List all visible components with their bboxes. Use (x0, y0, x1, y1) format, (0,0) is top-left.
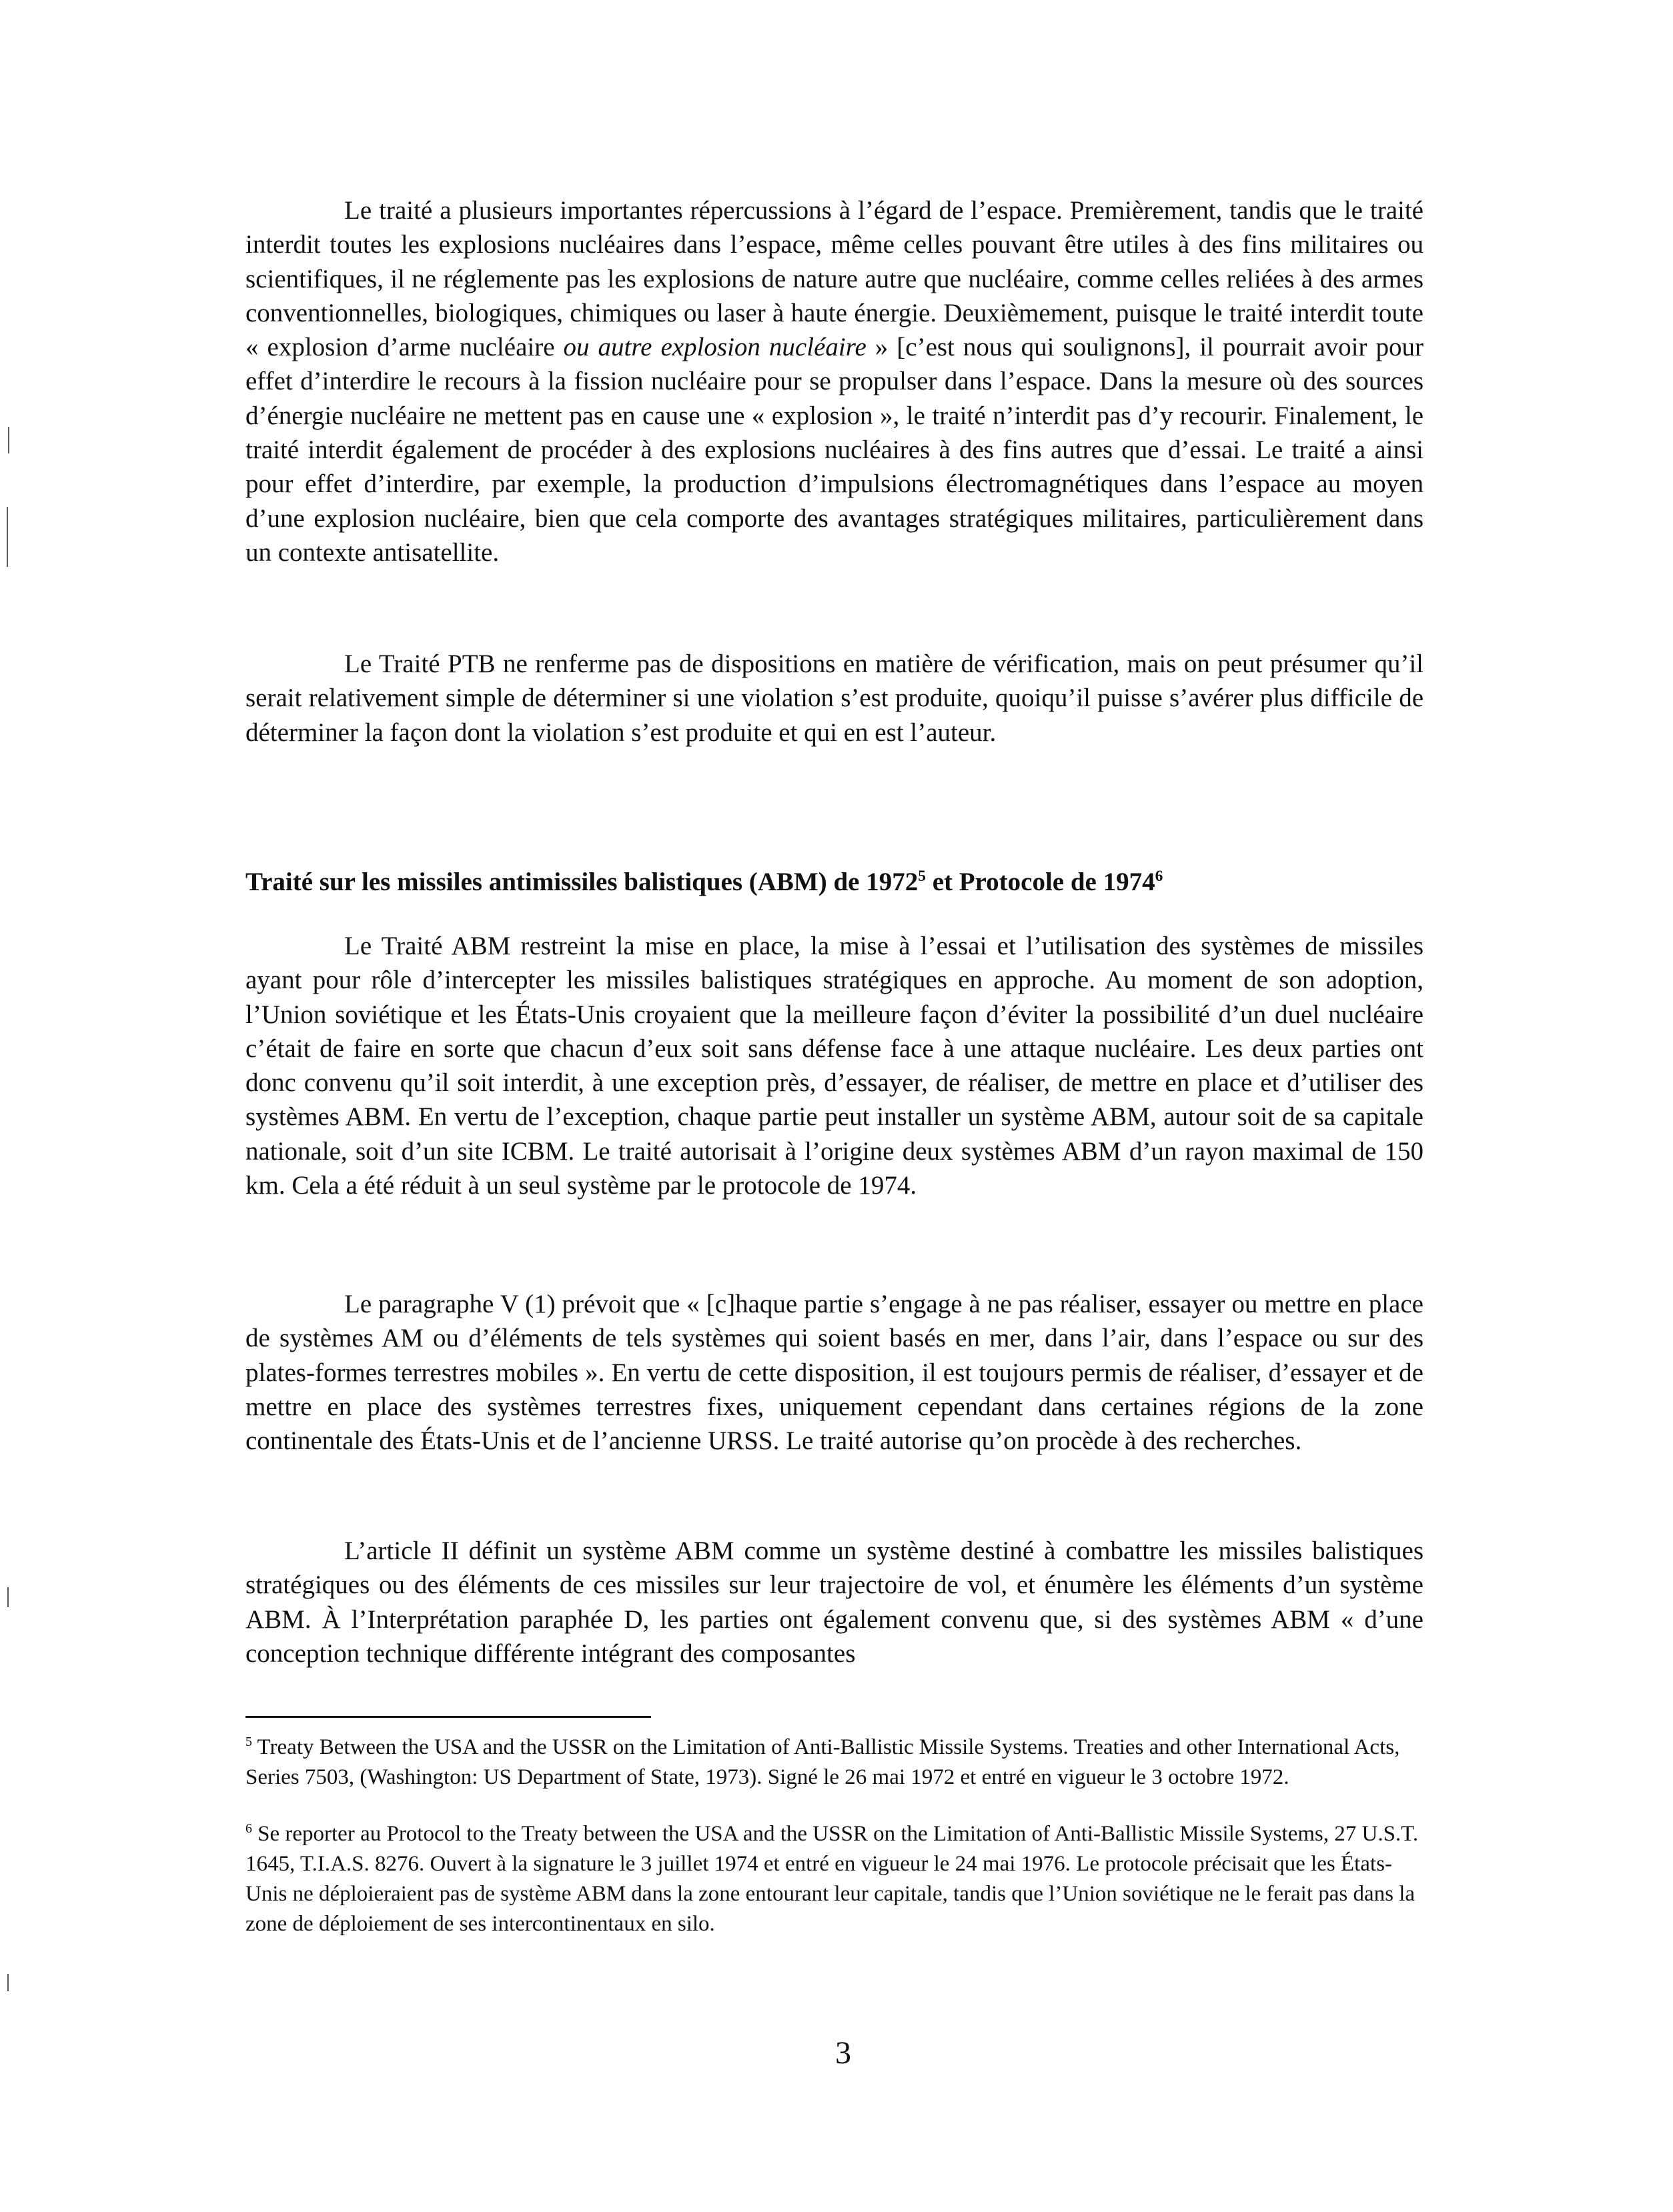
footnote-5-marker: 5 (245, 1735, 252, 1749)
paragraph-5 (245, 1534, 1424, 1671)
heading-text-a: Traité sur les missiles antimissiles balistiques (ABM) de 1972 (245, 868, 919, 896)
paragraph-1-text-b: » [c’est nous qui soulignons], il pourrait avoir pour effet d’interdire le recours à la fission nucléaire pour se propulser dans l’espace. Dans la mesure où des sources d’énergie nucléaire ne mettent pas en cause une « explosion », le traité n’interdit pas d’y recourir. Finalement, le traité interdit également de procéder à des explosions nucléaires à des fins autres que d’essai. Le traité a ainsi pour effet d’interdire, par exemple, la production d’impulsions électromagnétiques dans l’espace au moyen d’une explosion nucléaire, bien que cela comporte des avantages stratégiques militaires, particulièrement dans un contexte antisatellite. (245, 333, 1424, 567)
paragraph-4-text: Le paragraphe V (1) prévoit que « [c]haque partie s’engage à ne pas réaliser, essayer ou mettre en place de systèmes AM ou d’éléments de tels systèmes qui soient basés en mer, dans l’air, dans l’espace ou sur des plates-formes terrestres mobiles ». En vertu de cette disposition, il est toujours permis de réaliser, d’essayer et de mettre en place des systèmes terrestres fixes, uniquement cependant dans certaines régions de la zone continentale des États-Unis et de l’ancienne URSS. Le traité autorise qu’on procède à des recherches. (245, 1290, 1424, 1456)
scan-artifact (8, 427, 9, 453)
heading-text-b: et Protocole de 1974 (925, 868, 1155, 896)
paragraph-5-text: L’article II définit un système ABM comme un système destiné à combattre les missiles balistiques stratégiques ou des éléments de ces missiles sur leur trajectoire de vol, et énumère les éléments d’un système ABM. À l’Interprétation paraphée D, les parties ont également convenu que, si des systèmes ABM « d’une conception technique différente intégrant des composantes (245, 1536, 1424, 1668)
scan-artifact (7, 1587, 9, 1607)
footnote-6-marker: 6 (245, 1821, 252, 1836)
footnote-6-text: Se reporter au Protocol to the Treaty between the USA and the USSR on the Limitation of Anti-Ballistic Missile Systems, 27 U.S.T. 1645, T.I.A.S. 8276. Ouvert à la signature le 3 juillet 1974 et entré en vigueur le 24 mai 1976. Le protocole précisait que les États-Unis ne déploieraient pas de système ABM dans la zone entourant leur capitale, tandis que l’Union soviétique ne le ferait pas dans la zone de déploiement de ses intercontinentaux en silo. (245, 1822, 1419, 1936)
footnote-ref-5: 5 (918, 868, 926, 885)
footnote-ref-6: 6 (1155, 868, 1163, 885)
paragraph-1-text-a: Le traité a plusieurs importantes répercussions à l’égard de l’espace. Premièrement, tandis que le traité interdit toutes les explosions nucléaires dans l’espace, même celles pouvant être utiles à des fins militaires ou scientifiques, il ne réglemente pas les explosions de nature autre que nucléaire, comme celles reliées à des armes conventionnelles, biologiques, chimiques ou laser à haute énergie. Deuxièmement, puisque le traité interdit toute « explosion d’arme nucléaire (245, 196, 1424, 362)
scan-artifact (7, 1974, 9, 1991)
paragraph-1-emphasis: ou autre explosion nucléaire (563, 333, 867, 362)
paragraph-4 (245, 1287, 1424, 1458)
paragraph-3 (245, 929, 1424, 1202)
paragraph-2-text: Le Traité PTB ne renferme pas de dispositions en matière de vérification, mais on peut présumer qu’il serait relativement simple de déterminer si une violation s’est produite, quoiqu’il puisse s’avérer plus difficile de déterminer la façon dont la violation s’est produite et qui en est l’auteur. (245, 650, 1424, 747)
paragraph-3-text: Le Traité ABM restreint la mise en place, la mise à l’essai et l’utilisation des systèmes de missiles ayant pour rôle d’intercepter les missiles balistiques stratégiques en approche. Au moment de son adoption, l’Union soviétique et les États-Unis croyaient que la meilleure façon d’éviter la possibilité d’un duel nucléaire c’était de faire en sorte que chacun d’eux soit sans défense face à une attaque nucléaire. Les deux parties ont donc convenu qu’il soit interdit, à une exception près, d’essayer, de réaliser, de mettre en place et d’utiliser des systèmes ABM. En vertu de l’exception, chaque partie peut installer un système ABM, autour soit de sa capitale nationale, soit d’un site ICBM. Le traité autorisait à l’origine deux systèmes ABM d’un rayon maximal de 150 km. Cela a été réduit à un seul système par le protocole de 1974. (245, 932, 1424, 1200)
paragraph-2 (245, 647, 1424, 750)
paragraph-1 (245, 193, 1424, 570)
footnote-5 (245, 1733, 1424, 1793)
footnote-5-text: Treaty Between the USA and the USSR on the Limitation of Anti-Ballistic Missile Systems. Treaties and other International Acts, Series 7503, (Washington: US Department of State, 1973). Signé le 26 mai 1972 et entré en vigueur le 3 octobre 1972. (245, 1735, 1400, 1789)
scan-artifact (7, 507, 8, 567)
footnote-6 (245, 1819, 1424, 1939)
section-heading (245, 865, 1424, 899)
footnote-separator (245, 1716, 651, 1718)
page-number: 3 (835, 2035, 851, 2071)
